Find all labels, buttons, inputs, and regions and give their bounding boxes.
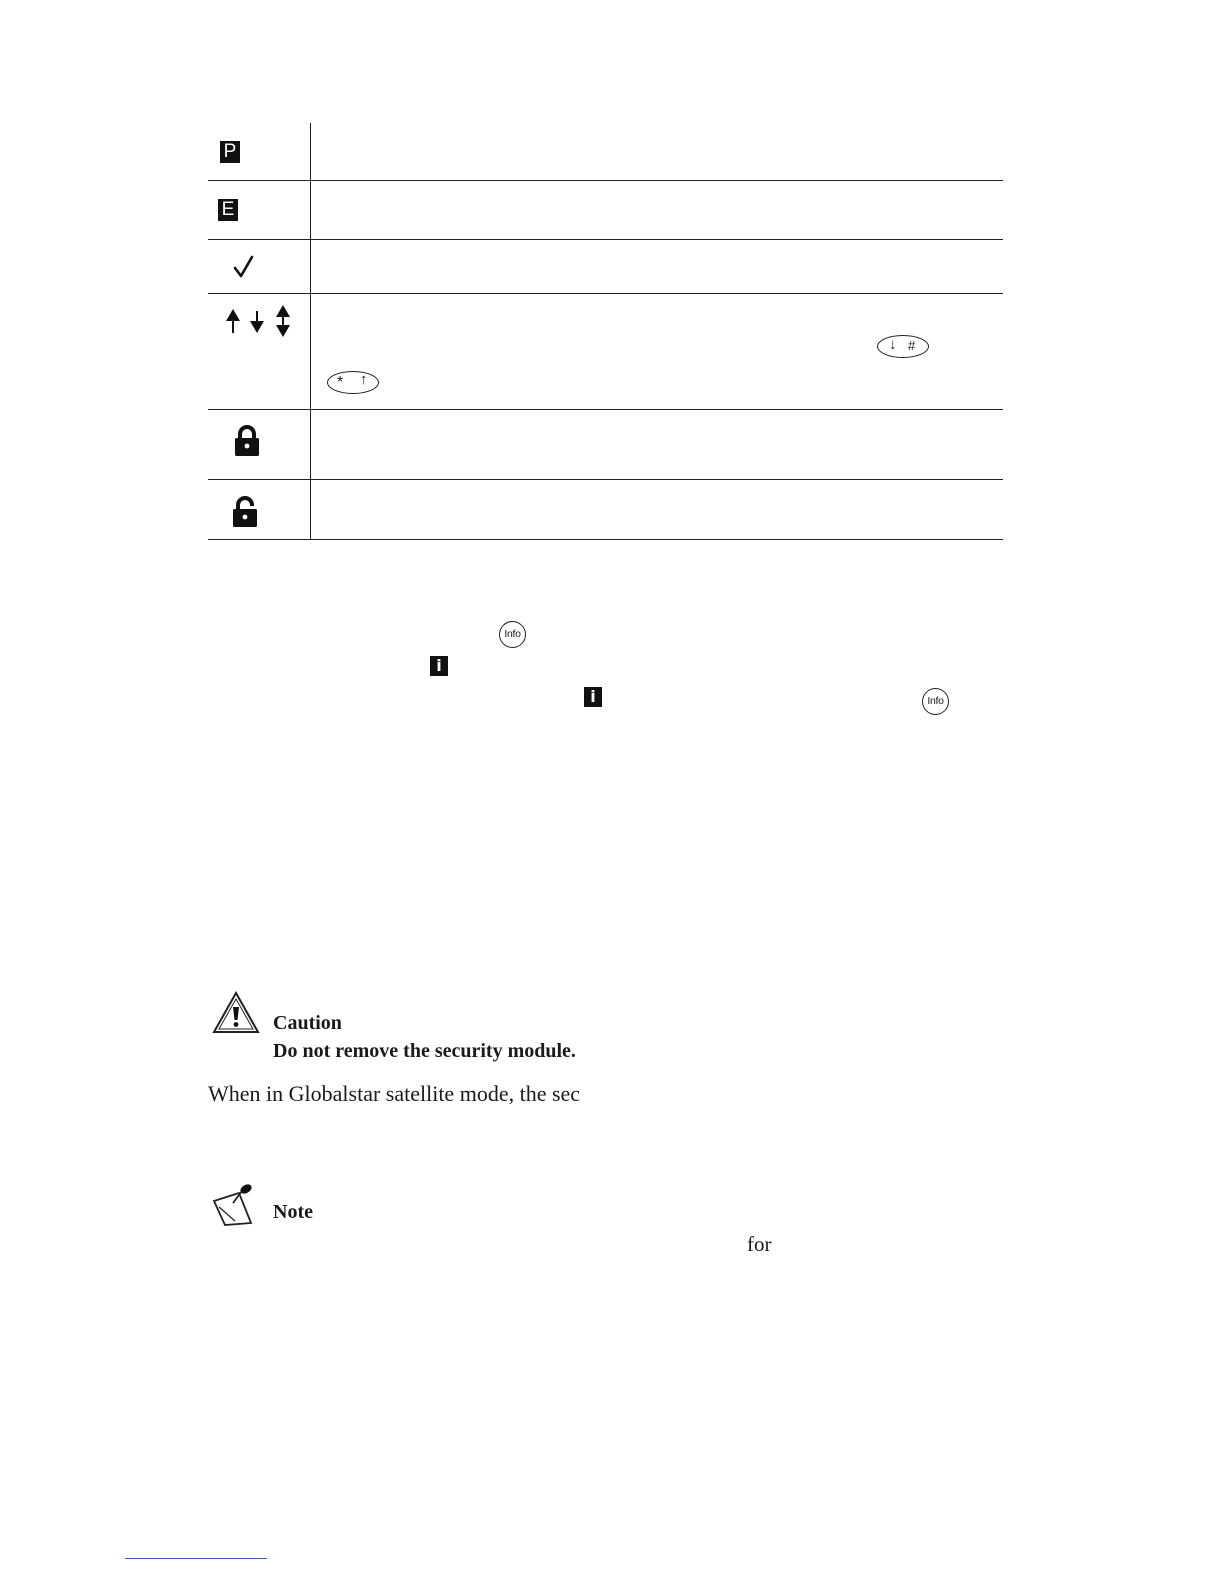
icon-cell <box>208 294 311 409</box>
up-arrow-glyph: ↑ <box>360 371 368 388</box>
description-cell <box>311 294 1003 409</box>
hash-glyph: # <box>908 338 916 353</box>
info-i-icon: i <box>430 656 448 676</box>
table-row <box>208 123 1003 181</box>
note-title: Note <box>273 1201 313 1223</box>
star-glyph: * <box>337 374 344 391</box>
description-cell <box>311 480 1003 539</box>
lock-open-icon <box>232 495 258 529</box>
lock-closed-icon <box>234 424 260 458</box>
body-paragraph: When in Globalstar satellite mode, the sec <box>208 1081 581 1106</box>
icon-cell <box>208 240 311 293</box>
table-row <box>208 240 1003 294</box>
icon-cell <box>208 123 311 180</box>
icon-cell <box>208 410 311 479</box>
icon-legend-table <box>208 123 1003 540</box>
note-pin-icon <box>211 1183 257 1227</box>
note-text-fragment: for <box>747 1232 772 1256</box>
p-box-icon: P <box>220 141 240 163</box>
e-box-icon: E <box>218 199 238 221</box>
icon-cell <box>208 480 311 539</box>
info-key-icon: Info <box>922 688 949 715</box>
description-cell <box>311 240 1003 293</box>
description-cell <box>311 181 1003 239</box>
info-key-icon: Info <box>499 621 526 648</box>
table-row <box>208 294 1003 410</box>
table-row <box>208 181 1003 240</box>
description-cell <box>311 410 1003 479</box>
footer-link-underline <box>125 1558 267 1559</box>
icon-cell <box>208 181 311 239</box>
checkmark-icon <box>232 254 256 280</box>
down-arrow-glyph: ↓ <box>889 336 897 353</box>
up-down-arrows-icon <box>224 305 294 339</box>
caution-title: Caution <box>273 1012 342 1034</box>
warning-triangle-icon <box>212 991 260 1035</box>
caution-text: Do not remove the security module. <box>273 1040 576 1062</box>
description-cell <box>311 123 1003 180</box>
down-hash-key <box>877 335 929 358</box>
table-row <box>208 410 1003 480</box>
table-row <box>208 480 1003 540</box>
star-up-key <box>327 371 379 394</box>
info-i-icon: i <box>584 687 602 707</box>
